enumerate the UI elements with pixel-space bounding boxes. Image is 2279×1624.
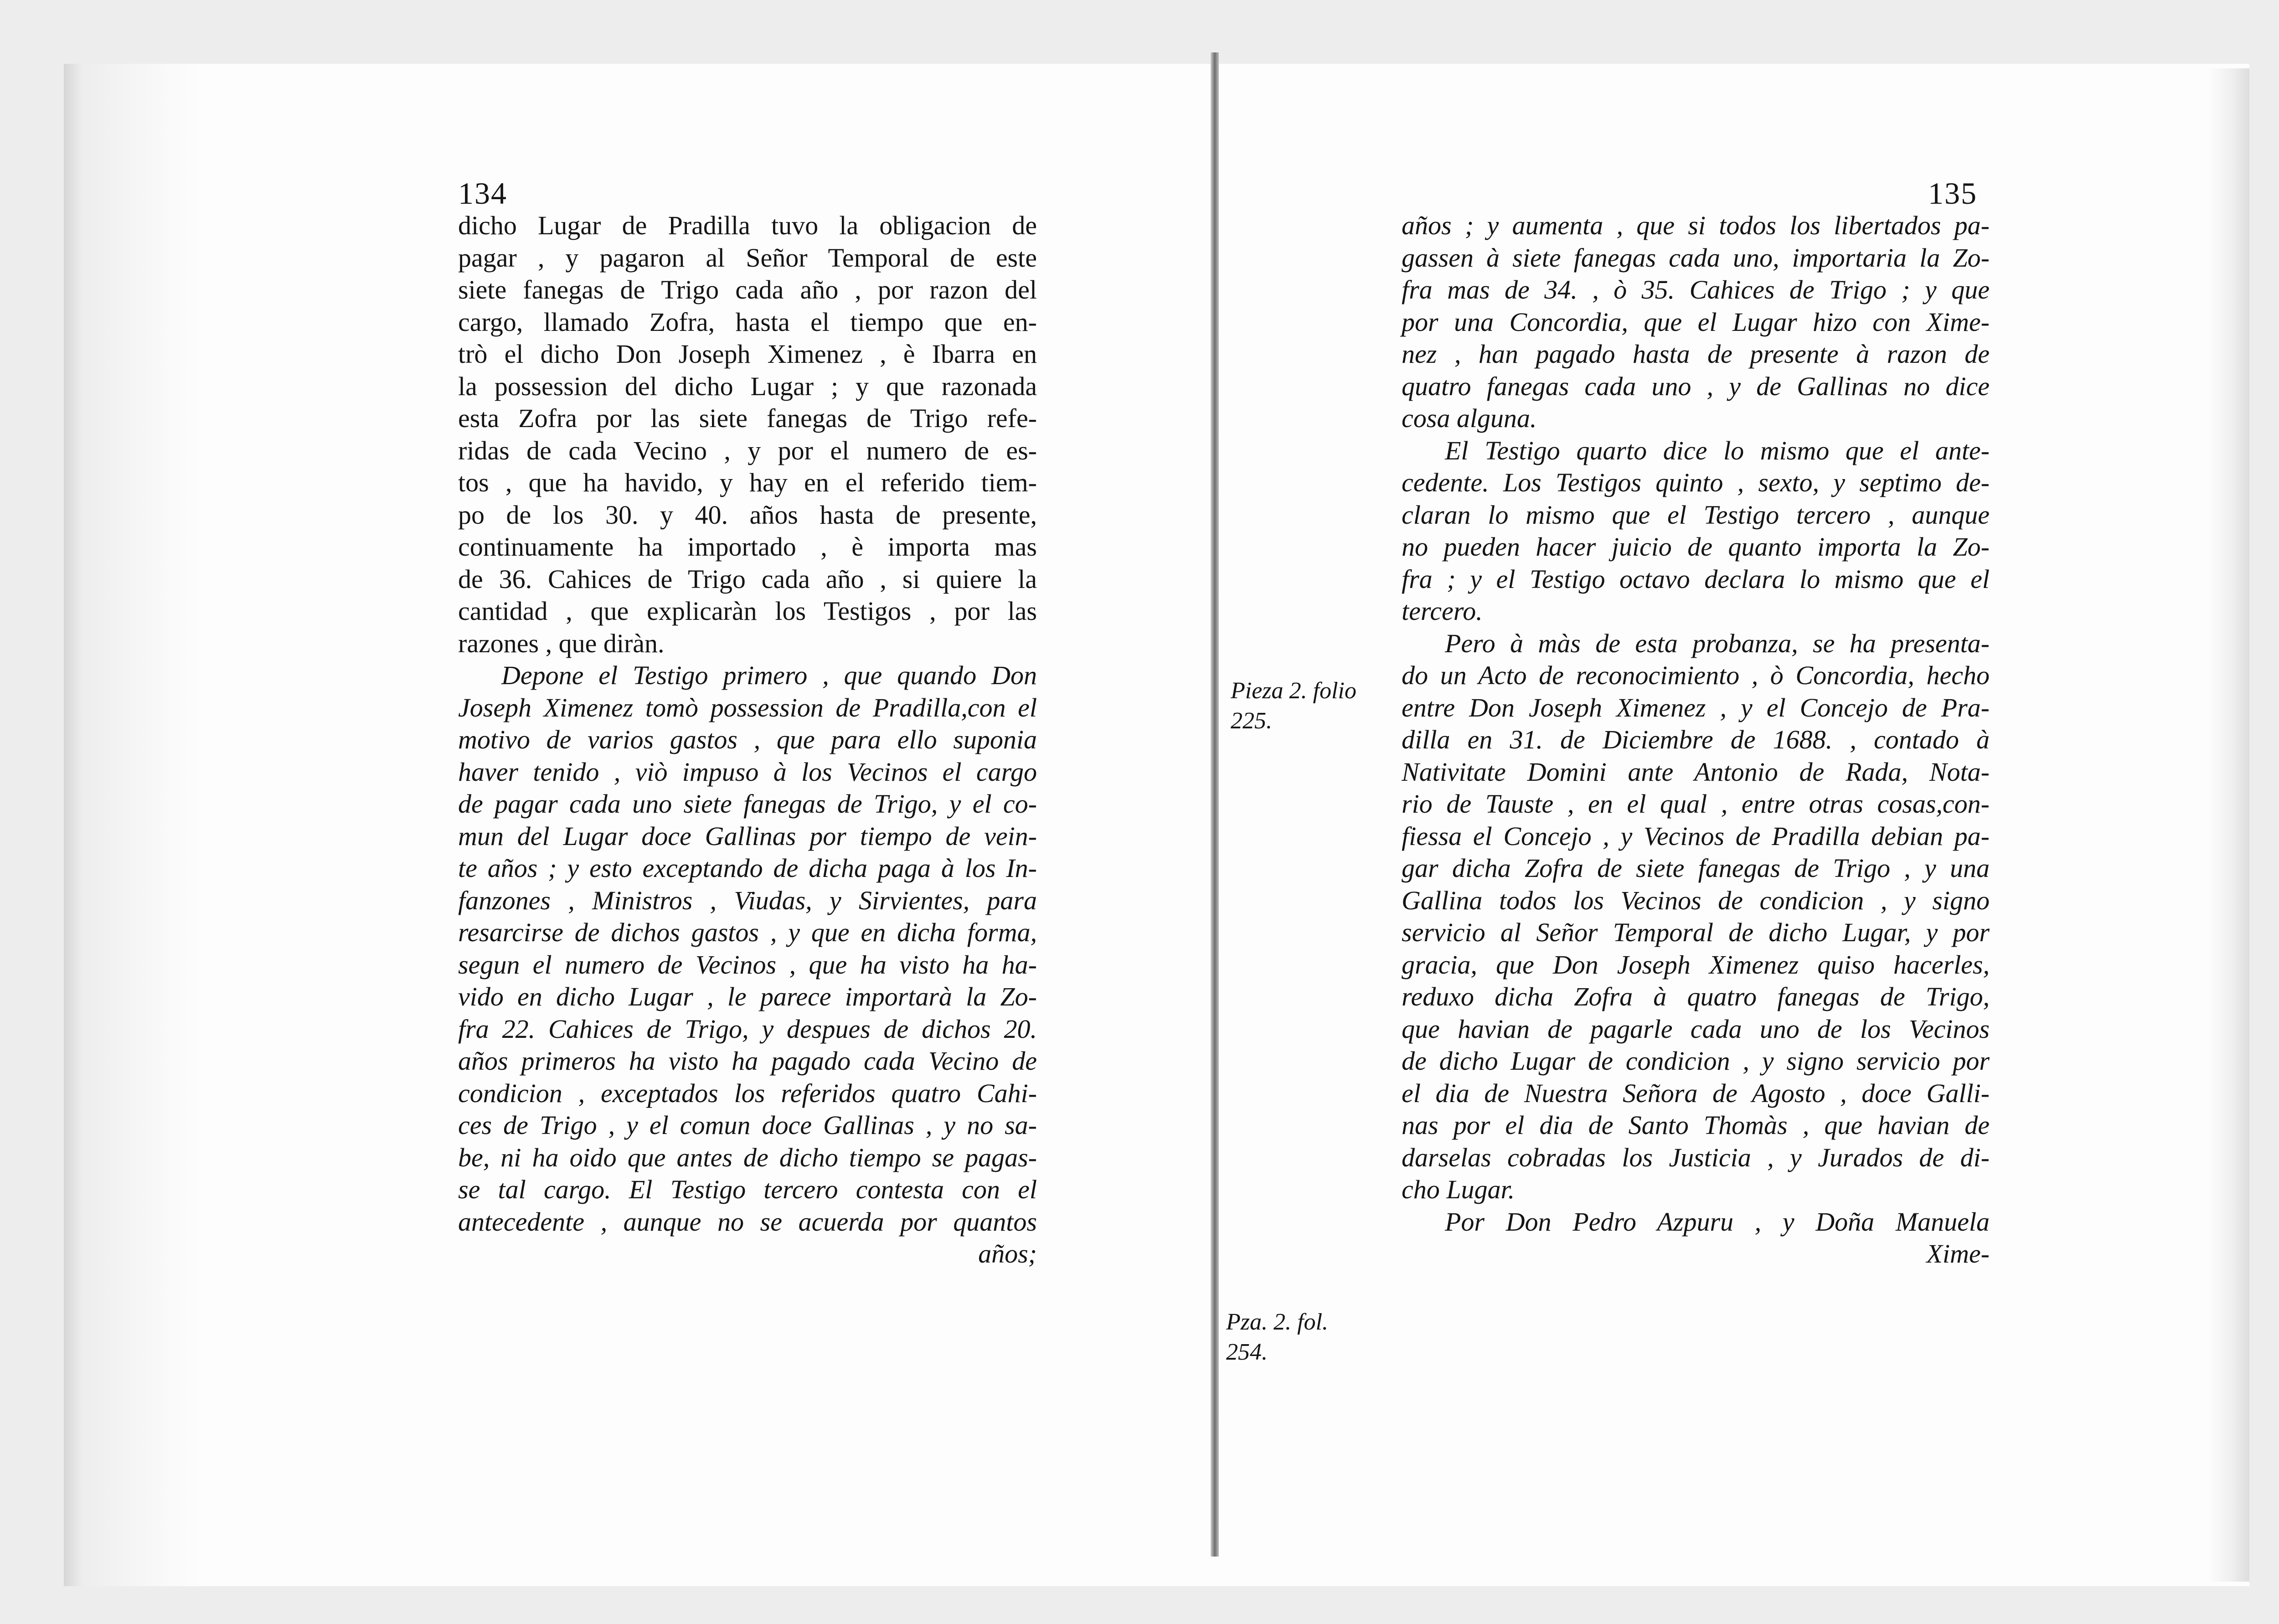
- text-line: rio de Tauste , en el qual , entre otras cosas,con-: [1402, 789, 1990, 819]
- text-line: servicio al Señor Temporal de dicho Lugar, y por: [1402, 918, 1990, 947]
- text-line: ces de Trigo , y el comun doce Gallinas , y no sa-: [458, 1110, 1037, 1140]
- text-line: se tal cargo. El Testigo tercero contesta con el: [458, 1175, 1037, 1204]
- text-line: Por Don Pedro Azpuru , y Doña Manuela: [1445, 1206, 1990, 1237]
- text-line: darselas cobradas los Justicia , y Jurados de di-: [1402, 1142, 1990, 1172]
- text-line: entre Don Joseph Ximenez , y el Concejo de Pra-: [1402, 692, 1990, 722]
- marginal-note: [1226, 1307, 1328, 1367]
- right-page-edges: [2208, 68, 2249, 1582]
- catchword: Xime-: [1926, 1239, 1990, 1268]
- text-line: haver tenido , viò impuso à los Vecinos el cargo: [458, 757, 1037, 787]
- text-line: resarcirse de dichos gastos , y que en dicha forma,: [458, 918, 1037, 947]
- marginal-note-line: 225.: [1231, 708, 1272, 734]
- catchword: años;: [978, 1239, 1037, 1268]
- text-line: esta Zofra por las siete fanegas de Trigo refe-: [458, 403, 1037, 433]
- text-line: Joseph Ximenez tomò possession de Pradilla,con el: [458, 692, 1037, 722]
- right-page-text: [1402, 178, 1990, 1270]
- text-line: nez , han pagado hasta de presente à razon de: [1402, 339, 1990, 369]
- left-page-number: 134: [458, 176, 507, 211]
- text-line: Depone el Testigo primero , que quando Don: [501, 660, 1037, 690]
- text-line: fiessa el Concejo , y Vecinos de Pradilla debian pa-: [1402, 821, 1990, 851]
- text-line: claran lo mismo que el Testigo tercero , aunque: [1402, 500, 1990, 530]
- text-line: reduxo dicha Zofra à quatro fanegas de Trigo,: [1402, 982, 1990, 1011]
- text-line: segun el numero de Vecinos , que ha visto ha ha-: [458, 949, 1037, 980]
- text-line: tercero.: [1402, 596, 1483, 626]
- text-line: gar dicha Zofra de siete fanegas de Trigo , y una: [1402, 853, 1990, 883]
- text-line: de dicho Lugar de condicion , y signo servicio por: [1402, 1046, 1990, 1076]
- text-line: fanzones , Ministros , Viudas, y Sirvientes, para: [458, 885, 1037, 915]
- text-line: el dia de Nuestra Señora de Agosto , doce Galli-: [1402, 1078, 1990, 1108]
- text-line: quatro fanegas cada uno , y de Gallinas no dice: [1402, 371, 1990, 401]
- text-line: do un Acto de reconocimiento , ò Concordia, hecho: [1402, 660, 1990, 690]
- left-page-edges: [64, 64, 201, 1586]
- text-line: te años ; y esto exceptando de dicha paga à los In-: [458, 853, 1037, 883]
- text-line: cantidad , que explicaràn los Testigos , por las: [458, 596, 1037, 626]
- text-line: mun del Lugar doce Gallinas por tiempo de vein-: [458, 821, 1037, 851]
- text-line: dilla en 31. de Diciembre de 1688. , contado à: [1402, 725, 1990, 754]
- text-line: que havian de pagarle cada uno de los Vecinos: [1402, 1014, 1990, 1044]
- text-line: de 36. Cahices de Trigo cada año , si quiere la: [458, 564, 1037, 594]
- text-line: la possession del dicho Lugar ; y que razonada: [458, 371, 1037, 401]
- text-line: fra 22. Cahices de Trigo, y despues de dichos 20.: [458, 1014, 1037, 1044]
- text-line: El Testigo quarto dice lo mismo que el ante-: [1445, 435, 1990, 465]
- text-line: de pagar cada uno siete fanegas de Trigo, y el co-: [458, 789, 1037, 819]
- text-line: fra ; y el Testigo octavo declara lo mismo que el: [1402, 564, 1990, 594]
- text-line: dicho Lugar de Pradilla tuvo la obligacion de: [458, 211, 1037, 240]
- text-line: Nativitate Domini ante Antonio de Rada, Nota-: [1402, 757, 1990, 787]
- text-line: nas por el dia de Santo Thomàs , que havian de: [1402, 1110, 1990, 1140]
- text-line: años ; y aumenta , que si todos los libertados pa-: [1402, 211, 1990, 240]
- text-line: no pueden hacer juicio de quanto importa la Zo-: [1402, 532, 1990, 562]
- left-page-text: [458, 178, 1037, 1270]
- text-line: antecedente , aunque no se acuerda por quantos: [458, 1206, 1037, 1237]
- book-gutter: [1211, 52, 1219, 1557]
- text-line: Pero à màs de esta probanza, se ha presenta-: [1445, 628, 1990, 658]
- marginal-note: [1231, 676, 1356, 736]
- text-line: gracia, que Don Joseph Ximenez quiso hacerles,: [1402, 949, 1990, 980]
- marginal-note-line: Pza. 2. fol.: [1226, 1309, 1328, 1335]
- marginal-note-line: Pieza 2. folio: [1231, 678, 1356, 704]
- text-line: cargo, llamado Zofra, hasta el tiempo que en-: [458, 307, 1037, 337]
- text-line: fra mas de 34. , ò 35. Cahices de Trigo ; y que: [1402, 275, 1990, 304]
- text-line: condicion , exceptados los referidos quatro Cahi-: [458, 1078, 1037, 1108]
- text-line: cho Lugar.: [1402, 1175, 1515, 1204]
- text-line: cosa alguna.: [1402, 403, 1537, 433]
- text-line: be, ni ha oido que antes de dicho tiempo se pagas-: [458, 1142, 1037, 1172]
- text-line: razones , que diràn.: [458, 628, 665, 658]
- text-line: cedente. Los Testigos quinto , sexto, y septimo de-: [1402, 468, 1990, 497]
- text-line: por una Concordia, que el Lugar hizo con Xime-: [1402, 307, 1990, 337]
- text-line: Gallina todos los Vecinos de condicion , y signo: [1402, 885, 1990, 915]
- text-line: vido en dicho Lugar , le parece importarà la Zo-: [458, 982, 1037, 1011]
- text-line: trò el dicho Don Joseph Ximenez , è Ibarra en: [458, 339, 1037, 369]
- text-line: ridas de cada Vecino , y por el numero de es-: [458, 435, 1037, 465]
- text-line: continuamente ha importado , è importa mas: [458, 532, 1037, 562]
- text-line: motivo de varios gastos , que para ello suponia: [458, 725, 1037, 754]
- text-line: gassen à siete fanegas cada uno, importaria la Zo-: [1402, 242, 1990, 273]
- text-line: pagar , y pagaron al Señor Temporal de este: [458, 242, 1037, 273]
- marginal-note-line: 254.: [1226, 1339, 1268, 1365]
- text-line: po de los 30. y 40. años hasta de presente,: [458, 500, 1037, 530]
- text-line: años primeros ha visto ha pagado cada Vecino de: [458, 1046, 1037, 1076]
- right-page-number: 135: [1928, 176, 1977, 211]
- text-line: tos , que ha havido, y hay en el referido tiem-: [458, 468, 1037, 497]
- text-line: siete fanegas de Trigo cada año , por razon del: [458, 275, 1037, 304]
